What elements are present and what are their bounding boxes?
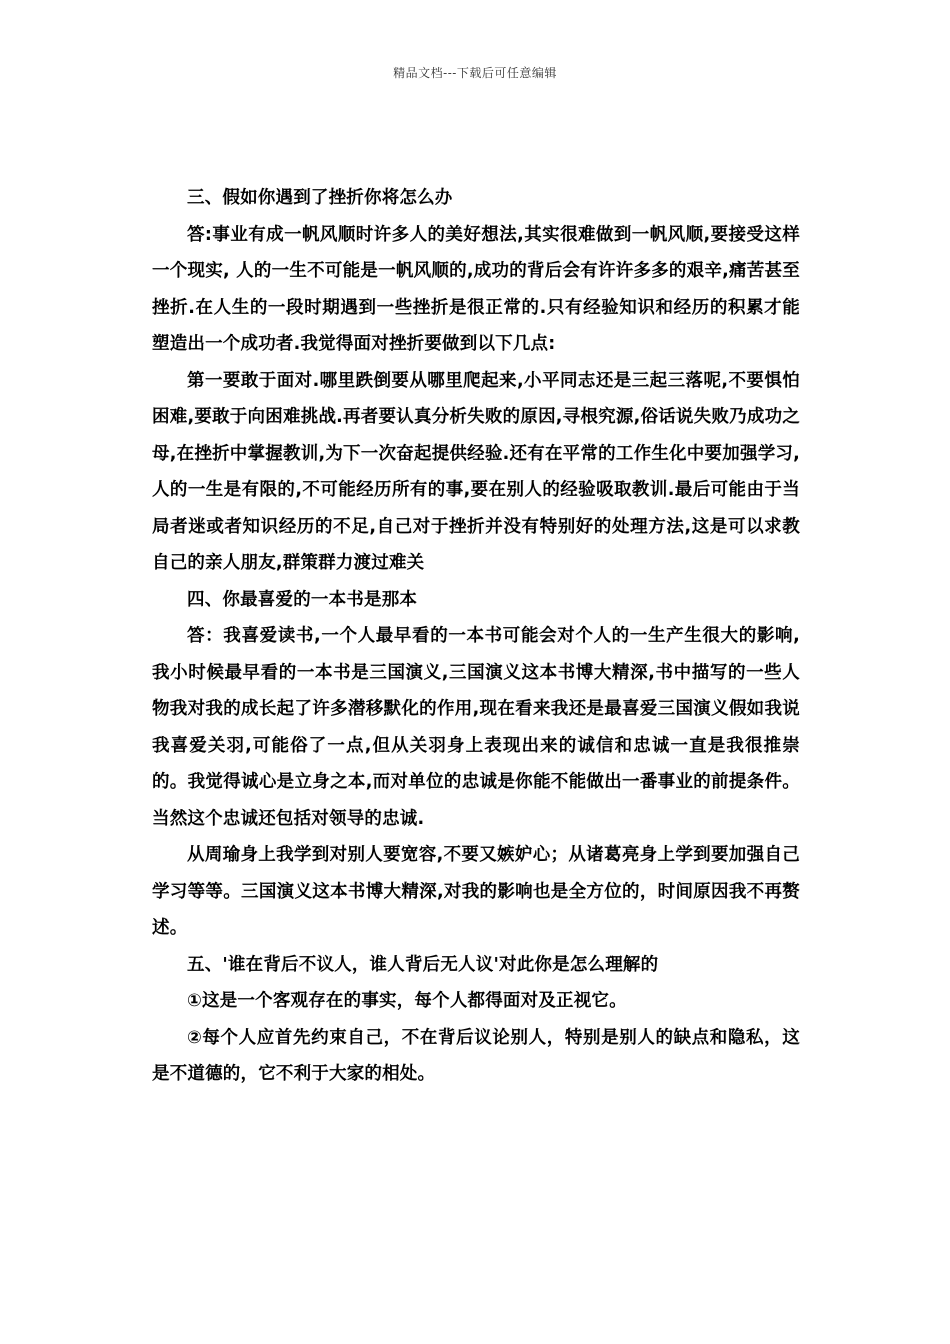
answer-5-point-1: ①这是一个客观存在的事实，每个人都得面对及正视它。 [187,991,627,1011]
question-3-heading: 三、假如你遇到了挫折你将怎么办 [187,188,453,208]
answer-4-paragraph: 答：我喜爱读书,一个人最早看的一本书可能会对个人的一生产生很大的影响,我小时候最早看的一本书是三国演义,三国演义这本书博大精深,书中描写的一些人物我对我的成长起了许多潜移默化的作用,现在看来我还是最喜爱三国演义假如我说我喜爱关羽,可能俗了一点,但从关羽身上表现出来的诚信和忠诚一直是我很推崇的。我觉得诚心是立身之本,而对单位的忠诚是你能不能做出一番事业的前提条件。当然这个忠诚还包括对领导的忠诚. [152,626,800,829]
answer-3-detail-paragraph: 第一要敢于面对.哪里跌倒要从哪里爬起来,小平同志还是三起三落呢,不要惧怕困难,要敢于向困难挑战.再者要认真分析失败的原因,寻根究源,俗话说失败乃成功之母,在挫折中掌握教训,为下一次奋起提供经验.还有在平常的工作生化中要加强学习,人的一生是有限的,不可能经历所有的事,要在别人的经验吸取教训.最后可能由于当局者迷或者知识经历的不足,自己对于挫折并没有特别好的处理方法,这是可以求教自己的亲人朋友,群策群力渡过难关 [152,370,800,573]
page-header: 精品文档---下载后可任意编辑 [393,66,557,80]
question-4-heading: 四、你最喜爱的一本书是那本 [187,589,418,610]
question-5-heading: 五、'谁在背后不议人，谁人背后无人议'对此你是怎么理解的 [187,954,659,975]
answer-4-continued-paragraph: 从周瑜身上我学到对别人要宽容,不要又嫉妒心；从诸葛亮身上学到要加强自己学习等等。三国演义这本书博大精深,对我的影响也是全方位的，时间原因我不再赘述。 [152,845,800,938]
answer-5-point-2: ②每个人应首先约束自己，不在背后议论别人，特别是别人的缺点和隐私，这是不道德的，它不利于大家的相处。 [152,1027,800,1084]
document-body [152,180,800,1093]
answer-3-paragraph: 答:事业有成一帆风顺时许多人的美好想法,其实很难做到一帆风顺,要接受这样一个现实, 人的一生不可能是一帆风顺的,成功的背后会有许许多多的艰辛,痛苦甚至挫折.在人生的一段时期遇到一些挫折是很正常的.只有经验知识和经历的积累才能塑造出一个成功者.我觉得面对挫折要做到以下几点: [152,224,800,354]
